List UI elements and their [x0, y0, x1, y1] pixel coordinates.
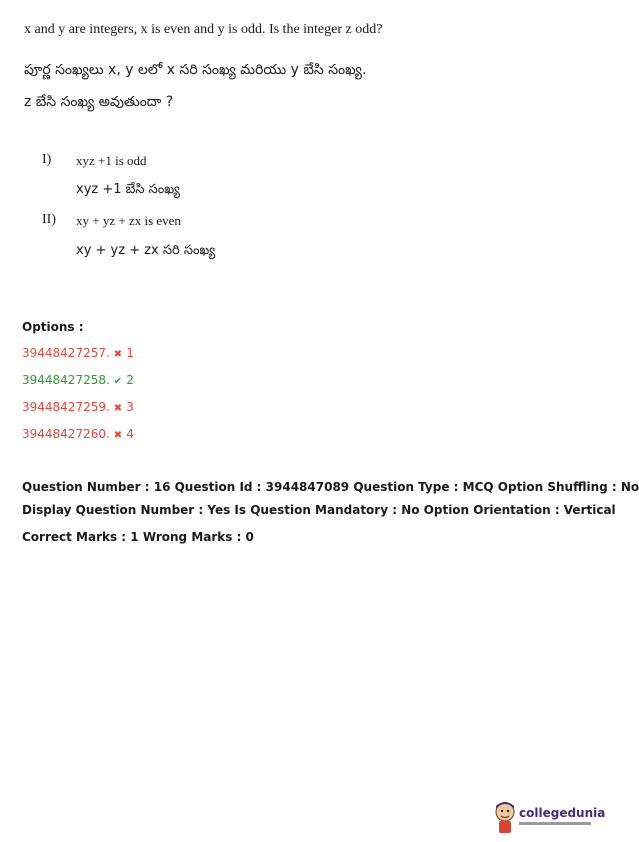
option-4[interactable] — [22, 427, 134, 441]
option-label: 2 — [126, 373, 134, 387]
option-id: 39448427258. — [22, 373, 110, 387]
statement-2-telugu: xy + yz + zx సరి సంఖ్య — [76, 243, 216, 258]
option-label: 4 — [126, 427, 134, 441]
option-id: 39448427259. — [22, 400, 110, 414]
logo-tagline — [519, 822, 591, 825]
check-icon: ✔ — [113, 376, 123, 387]
statement-1-roman: I) — [42, 152, 52, 167]
cross-icon: ✖ — [113, 430, 123, 441]
meta-line2: Display Question Number : Yes Is Question Mandatory : No Option Orientation : Vertical — [22, 503, 616, 517]
statement-1-english: xyz +1 is odd — [76, 153, 147, 168]
collegedunia-mascot-icon — [493, 800, 517, 834]
statement-2-english: xy + yz + zx is even — [76, 213, 181, 228]
option-id: 39448427260. — [22, 427, 110, 441]
collegedunia-logo[interactable] — [493, 800, 606, 834]
question-telugu-line2: z బేసి సంఖ్య అవుతుందా ? — [24, 94, 174, 110]
question-telugu-line1: పూర్ణ సంఖ్యలు x, y లలో x సరి సంఖ్య మరియు y బేసి సంఖ్య. — [24, 62, 367, 78]
question-english: x and y are integers, x is even and y is odd. Is the integer z odd? — [24, 22, 383, 37]
option-1[interactable] — [22, 346, 134, 360]
cross-icon: ✖ — [113, 349, 123, 360]
meta-line3: Correct Marks : 1 Wrong Marks : 0 — [22, 530, 254, 544]
statement-1-telugu: xyz +1 బేసి సంఖ్య — [76, 182, 180, 197]
option-id: 39448427257. — [22, 346, 110, 360]
statement-2-roman: II) — [42, 212, 56, 227]
options-heading: Options : — [22, 320, 84, 334]
option-3[interactable] — [22, 400, 134, 414]
meta-line1: Question Number : 16 Question Id : 3944847089 Question Type : MCQ Option Shuffling : No — [22, 480, 639, 494]
logo-wordmark: collegedunia — [519, 806, 606, 820]
option-label: 1 — [126, 346, 134, 360]
option-2[interactable] — [22, 373, 134, 387]
option-label: 3 — [126, 400, 134, 414]
cross-icon: ✖ — [113, 403, 123, 414]
